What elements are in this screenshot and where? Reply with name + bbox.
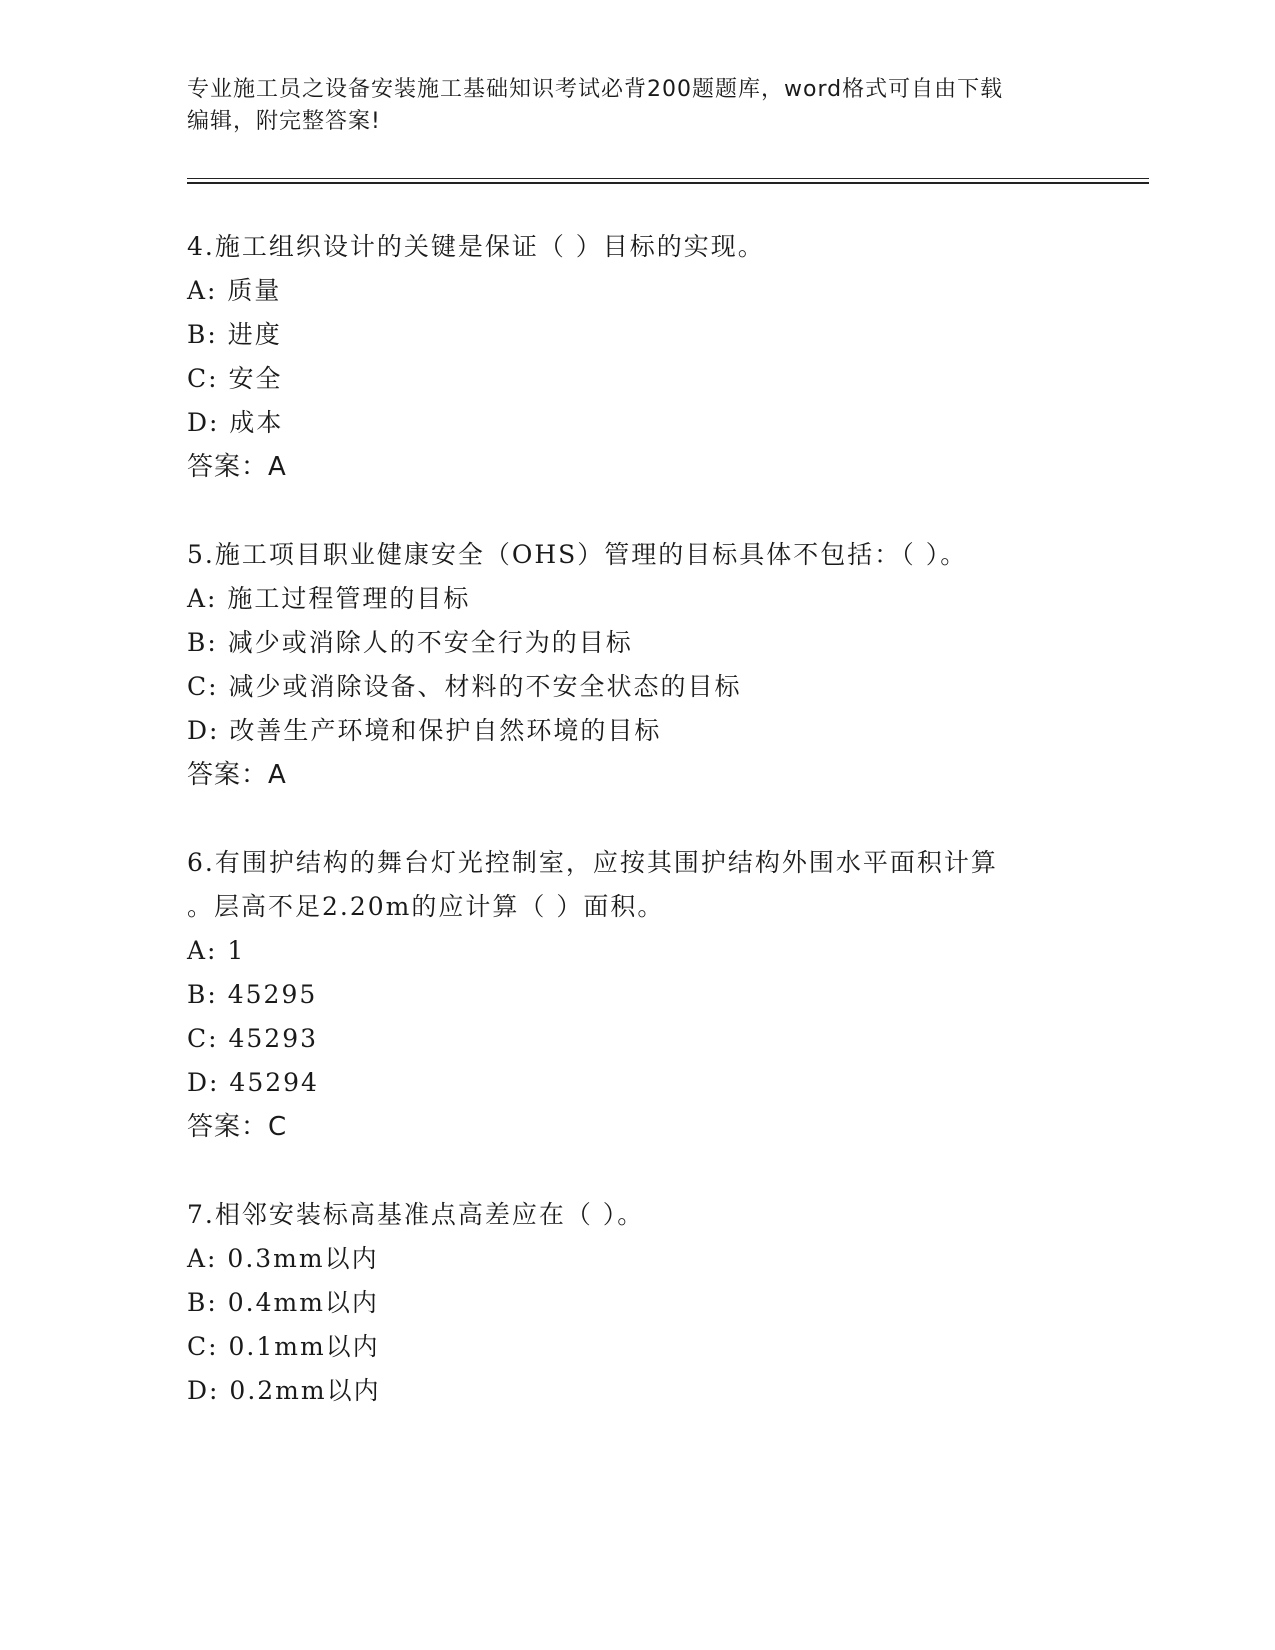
- option-b: B: 进度: [187, 320, 282, 349]
- option-a: A: 0.3mm以内: [187, 1244, 379, 1273]
- option-b: B: 0.4mm以内: [187, 1288, 379, 1317]
- document-header: [187, 74, 1087, 138]
- header-line-2: 编辑，附完整答案!: [187, 109, 381, 134]
- answer-label: 答案：A: [187, 760, 287, 790]
- option-b: B: 45295: [187, 980, 318, 1009]
- question-stem: 7.相邻安装标高基准点高差应在（ ）。: [187, 1200, 645, 1229]
- option-c: C: 减少或消除设备、材料的不安全状态的目标: [187, 672, 742, 701]
- question-stem-continued: 。层高不足2.20m的应计算（ ）面积。: [187, 892, 665, 921]
- question-stem: 5.施工项目职业健康安全（OHS）管理的目标具体不包括：（ ）。: [187, 540, 968, 569]
- header-divider-thin: [187, 178, 1149, 179]
- question-stem: 4.施工组织设计的关键是保证（ ）目标的实现。: [187, 232, 765, 261]
- answer-label: 答案：C: [187, 1112, 288, 1142]
- answer-label: 答案：A: [187, 452, 287, 482]
- option-d: D: 成本: [187, 408, 284, 437]
- option-d: D: 改善生产环境和保护自然环境的目标: [187, 716, 662, 745]
- option-a: A: 质量: [187, 276, 282, 305]
- option-d: D: 45294: [187, 1068, 319, 1097]
- option-c: C: 安全: [187, 364, 283, 393]
- option-c: C: 0.1mm以内: [187, 1332, 380, 1361]
- header-line-1: 专业施工员之设备安装施工基础知识考试必背200题题库，word格式可自由下载: [187, 77, 1004, 102]
- header-divider-thick: [187, 182, 1149, 184]
- option-d: D: 0.2mm以内: [187, 1376, 381, 1405]
- question-stem: 6.有围护结构的舞台灯光控制室，应按其围护结构外围水平面积计算: [187, 848, 998, 877]
- option-a: A: 1: [187, 936, 246, 965]
- option-c: C: 45293: [187, 1024, 319, 1053]
- option-b: B: 减少或消除人的不安全行为的目标: [187, 628, 633, 657]
- option-a: A: 施工过程管理的目标: [187, 584, 471, 613]
